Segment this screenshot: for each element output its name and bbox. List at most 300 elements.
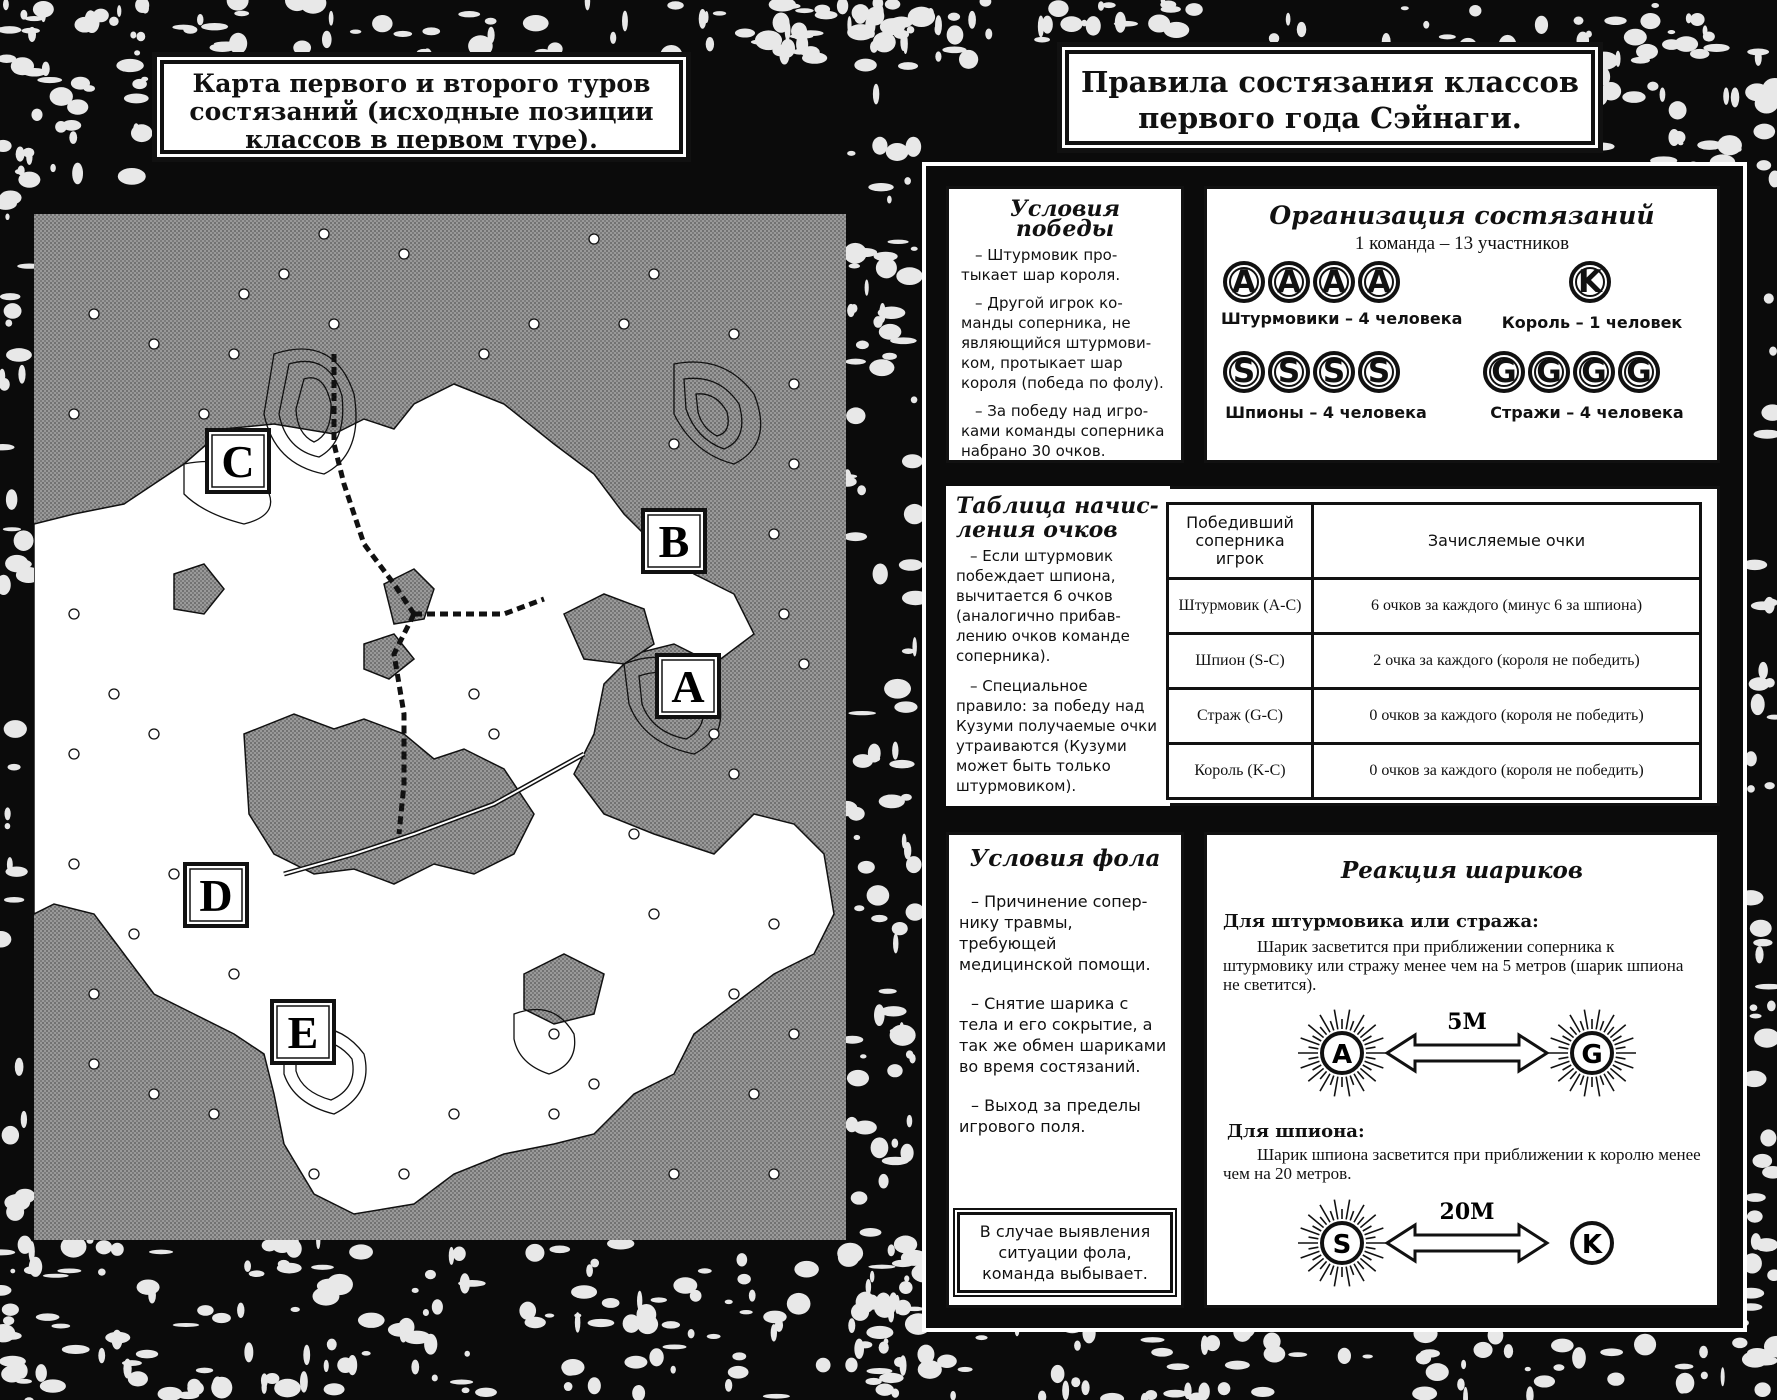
- splatter-spot: [98, 1348, 105, 1363]
- case2-distance: 20M: [1439, 1199, 1495, 1225]
- organization-box: [1204, 186, 1720, 463]
- glow-ray: [1308, 1215, 1323, 1228]
- glow-ray: [1308, 1025, 1323, 1038]
- splatter-spot: [879, 324, 902, 340]
- splatter-spot: [98, 1269, 106, 1276]
- splatter-spot: [124, 93, 149, 103]
- tree-marker: [69, 749, 79, 759]
- tree-marker: [89, 309, 99, 319]
- splatter-spot: [201, 23, 228, 30]
- splatter-spot: [873, 84, 879, 105]
- splatter-spot: [93, 9, 109, 23]
- splatter-spot: [6, 348, 32, 362]
- splatter-spot: [4, 807, 10, 820]
- splatter-spot: [649, 1348, 663, 1366]
- splatter-spot: [1048, 0, 1068, 17]
- splatter-spot: [1732, 1338, 1747, 1349]
- splatter-spot: [423, 1309, 429, 1316]
- splatter-spot: [3, 1316, 14, 1325]
- splatter-spot: [2, 1126, 19, 1145]
- splatter-spot: [868, 1265, 895, 1269]
- splatter-spot: [291, 1307, 300, 1312]
- splatter-spot: [72, 163, 83, 185]
- splatter-spot: [902, 454, 923, 468]
- splatter-spot: [548, 42, 563, 55]
- map-title-line: классов в первом туре).: [245, 125, 598, 154]
- splatter-spot: [673, 1277, 697, 1294]
- splatter-spot: [670, 1366, 675, 1374]
- rules-title: [1065, 50, 1595, 145]
- tree-marker: [729, 329, 739, 339]
- splatter-spot: [892, 922, 908, 935]
- splatter-spot: [854, 835, 861, 840]
- glow-ray: [1610, 1068, 1625, 1081]
- splatter-spot: [172, 25, 194, 30]
- spy-token: S: [1268, 351, 1310, 393]
- splatter-spot: [662, 1344, 686, 1349]
- splatter-spot: [947, 25, 964, 44]
- splatter-spot: [667, 1, 683, 9]
- tree-marker: [789, 459, 799, 469]
- glow-ray: [1330, 1021, 1333, 1030]
- splatter-spot: [6, 497, 16, 504]
- splatter-spot: [1697, 140, 1722, 150]
- splatter-spot: [5, 319, 12, 326]
- table-cell-points: 2 очка за каждого (короля не победить): [1313, 634, 1701, 689]
- glow-ray: [1558, 1068, 1573, 1081]
- splatter-spot: [858, 861, 875, 874]
- foul-item: – Снятие шарика с тела и его сокрытие, а так же обмен шариками во время состязаний.: [959, 994, 1167, 1076]
- splatter-spot: [5, 555, 28, 573]
- scoring-header: [956, 494, 1160, 542]
- reaction-header: Реакция шариков: [1341, 857, 1583, 884]
- glow-ray: [1563, 1036, 1572, 1041]
- glow-ray: [1357, 1217, 1363, 1225]
- splatter-spot: [1553, 1364, 1564, 1371]
- start-position-label: A: [671, 661, 705, 712]
- splatter-spot: [458, 11, 480, 17]
- splatter-spot: [561, 1359, 584, 1375]
- glow-ray: [1600, 1021, 1603, 1030]
- splatter-spot: [4, 1194, 30, 1211]
- splatter-spot: [911, 247, 918, 251]
- ball-reaction-box: [1204, 832, 1720, 1308]
- glow-ray: [1360, 1025, 1375, 1038]
- glow-ray: [1600, 1076, 1603, 1085]
- glow-ray: [1596, 1077, 1599, 1097]
- splatter-spot: [43, 1274, 69, 1278]
- splatter-spot: [636, 1304, 656, 1325]
- splatter-spot: [15, 169, 24, 174]
- splatter-spot: [35, 1364, 46, 1382]
- rules-title-line: Правила состязания классов: [1080, 65, 1580, 99]
- splatter-spot: [888, 1244, 895, 1256]
- splatter-spot: [845, 359, 866, 365]
- splatter-spot: [324, 1383, 345, 1395]
- splatter-spot: [1723, 88, 1729, 105]
- splatter-spot: [1086, 16, 1101, 36]
- splatter-spot: [1426, 1363, 1449, 1381]
- tree-marker: [549, 1109, 559, 1119]
- foul-item: – Выход за пределы игрового поля.: [959, 1096, 1141, 1136]
- glow-ray: [1330, 1076, 1333, 1085]
- splatter-spot: [1338, 1348, 1351, 1364]
- splatter-spot: [422, 27, 440, 35]
- splatter-spot: [908, 7, 935, 27]
- splatter-spot: [16, 1363, 25, 1369]
- splatter-spot: [1668, 129, 1679, 146]
- guard-token: G: [1618, 351, 1660, 393]
- tree-marker: [129, 929, 139, 939]
- splatter-spot: [262, 1381, 267, 1394]
- splatter-spot: [1060, 16, 1082, 32]
- splatter-spot: [1469, 5, 1481, 17]
- tree-marker: [199, 409, 209, 419]
- splatter-spot: [1098, 1, 1104, 10]
- splatter-spot: [1382, 33, 1391, 50]
- splatter-spot: [1731, 87, 1740, 107]
- splatter-spot: [848, 1318, 855, 1333]
- splatter-spot: [37, 77, 62, 83]
- tree-marker: [769, 919, 779, 929]
- splatter-spot: [50, 164, 56, 172]
- splatter-spot: [237, 1303, 244, 1318]
- splatter-spot: [277, 1263, 302, 1274]
- splatter-spot: [906, 1050, 913, 1058]
- splatter-spot: [1690, 13, 1705, 26]
- splatter-spot: [1163, 1390, 1187, 1398]
- tree-marker: [69, 859, 79, 869]
- splatter-spot: [1114, 21, 1138, 27]
- tree-marker: [149, 339, 159, 349]
- splatter-spot: [11, 57, 34, 75]
- splatter-spot: [899, 1022, 904, 1038]
- splatter-spot: [487, 27, 494, 44]
- king-token: K: [1569, 261, 1611, 303]
- tree-marker: [229, 349, 239, 359]
- splatter-spot: [869, 21, 874, 35]
- case2-title: Для шпиона:: [1227, 1121, 1365, 1142]
- splatter-spot: [149, 1250, 173, 1255]
- glow-ray: [1613, 1036, 1622, 1041]
- splatter-spot: [838, 1248, 860, 1267]
- splatter-spot: [8, 764, 21, 771]
- splatter-spot: [5, 214, 9, 221]
- splatter-spot: [900, 33, 906, 51]
- splatter-spot: [350, 29, 362, 33]
- splatter-spot: [173, 1323, 199, 1327]
- splatter-spot: [1615, 51, 1620, 67]
- splatter-spot: [870, 1271, 874, 1283]
- splatter-spot: [50, 87, 73, 106]
- tree-marker: [629, 829, 639, 839]
- splatter-spot: [869, 359, 894, 376]
- glow-ray: [1570, 1071, 1576, 1079]
- splatter-spot: [229, 33, 247, 54]
- tree-marker: [669, 1169, 679, 1179]
- glow-ray: [1320, 1071, 1326, 1079]
- glow-ray: [1313, 1036, 1322, 1041]
- splatter-spot: [918, 1360, 942, 1379]
- splatter-spot: [1756, 1349, 1773, 1362]
- splatter-spot: [866, 1326, 893, 1339]
- splatter-spot: [519, 1302, 536, 1320]
- splatter-spot: [857, 485, 866, 495]
- splatter-spot: [871, 915, 887, 922]
- splatter-spot: [1081, 1380, 1089, 1395]
- splatter-spot: [116, 59, 143, 72]
- glow-ray: [1357, 1071, 1363, 1079]
- glow-ray: [1346, 1010, 1349, 1030]
- splatter-spot: [1753, 939, 1772, 947]
- splatter-spot: [985, 29, 992, 40]
- splatter-spot: [1747, 1210, 1763, 1222]
- glow-ray: [1363, 1065, 1372, 1070]
- attacker-token: A: [1223, 261, 1265, 303]
- tree-marker: [169, 869, 179, 879]
- splatter-spot: [1167, 1363, 1190, 1370]
- glow-ray: [1607, 1071, 1613, 1079]
- glow-ray: [1309, 1057, 1319, 1059]
- glow-ray: [1350, 1076, 1353, 1085]
- splatter-spot: [725, 1379, 732, 1392]
- splatter-spot: [873, 563, 888, 584]
- splatter-spot: [1703, 44, 1729, 52]
- splatter-spot: [882, 353, 897, 360]
- splatter-spot: [872, 137, 887, 155]
- splatter-spot: [879, 794, 905, 808]
- splatter-spot: [123, 1359, 131, 1379]
- splatter-spot: [4, 720, 27, 738]
- tree-marker: [669, 439, 679, 449]
- splatter-spot: [358, 1313, 385, 1328]
- glow-ray: [1584, 1077, 1587, 1097]
- start-position-label: D: [199, 870, 233, 921]
- map-title-line: Карта первого и второго туров: [192, 69, 651, 98]
- map-title-line: состязаний (исходные позиции: [189, 97, 654, 126]
- splatter-spot: [525, 1244, 544, 1262]
- tree-marker: [589, 234, 599, 244]
- tree-marker: [769, 1169, 779, 1179]
- splatter-spot: [959, 50, 978, 69]
- splatter-spot: [1218, 1382, 1231, 1395]
- glow-ray: [1580, 1021, 1583, 1030]
- splatter-spot: [610, 32, 616, 44]
- splatter-spot: [332, 1278, 352, 1291]
- splatter-spot: [887, 1064, 902, 1077]
- guard-token: G: [1573, 351, 1615, 393]
- splatter-spot: [1416, 1352, 1431, 1364]
- splatter-spot: [912, 637, 916, 656]
- splatter-spot: [1751, 1233, 1761, 1250]
- splatter-spot: [197, 14, 203, 25]
- splatter-spot: [1675, 1364, 1694, 1370]
- splatter-spot: [3, 1332, 21, 1340]
- tree-marker: [789, 1029, 799, 1039]
- splatter-spot: [622, 11, 628, 32]
- splatter-spot: [51, 1324, 70, 1329]
- splatter-spot: [881, 1006, 907, 1016]
- glow-ray: [1313, 1226, 1322, 1231]
- glow-ray: [1558, 1025, 1573, 1038]
- case2-right-letter: K: [1581, 1230, 1603, 1260]
- splatter-spot: [1576, 32, 1589, 49]
- king-token-group: [1569, 261, 1611, 303]
- splatter-spot: [854, 905, 864, 911]
- splatter-spot: [907, 1115, 913, 1127]
- splatter-spot: [624, 1356, 647, 1369]
- splatter-spot: [958, 1367, 973, 1372]
- splatter-spot: [698, 1268, 712, 1273]
- table-cell-player: Король (K-C): [1168, 744, 1313, 799]
- splatter-spot: [327, 1339, 337, 1351]
- splatter-spot: [475, 1388, 497, 1397]
- splatter-spot: [847, 151, 855, 156]
- splatter-spot: [866, 1279, 872, 1295]
- splatter-spot: [1264, 1345, 1286, 1362]
- splatter-spot: [1185, 3, 1202, 16]
- splatter-spot: [794, 1261, 818, 1278]
- table-row: [1168, 579, 1701, 634]
- table-cell-points: 0 очков за каждого (короля не победить): [1313, 744, 1701, 799]
- splatter-spot: [1288, 1352, 1307, 1357]
- tree-marker: [789, 379, 799, 389]
- victory-header: Условия победы: [1010, 196, 1120, 242]
- glow-ray: [1363, 1226, 1372, 1231]
- splatter-spot: [1769, 347, 1777, 356]
- splatter-spot: [848, 711, 876, 715]
- splatter-spot: [196, 1368, 213, 1374]
- splatter-spot: [1401, 6, 1409, 10]
- splatter-spot: [1148, 14, 1170, 32]
- glow-ray: [1360, 1258, 1375, 1271]
- splatter-spot: [602, 1298, 620, 1308]
- splatter-spot: [904, 1275, 909, 1281]
- tree-marker: [769, 529, 779, 539]
- splatter-spot: [1201, 1335, 1209, 1355]
- splatter-spot: [590, 1259, 599, 1268]
- splatter-spot: [846, 407, 865, 424]
- splatter-spot: [846, 1117, 858, 1132]
- table-cell-player: Шпион (S-C): [1168, 634, 1313, 689]
- table-cell-player: Штурмовик (A-C): [1168, 579, 1313, 634]
- tree-marker: [109, 689, 119, 699]
- splatter-spot: [136, 1350, 158, 1359]
- splatter-spot: [1764, 293, 1774, 303]
- splatter-spot: [464, 1351, 470, 1357]
- splatter-spot: [57, 1268, 81, 1273]
- splatter-spot: [1701, 1372, 1708, 1380]
- glow-ray: [1596, 1010, 1599, 1030]
- splatter-spot: [749, 1290, 756, 1302]
- rules-title-line: первого года Сэйнаги.: [1138, 101, 1522, 135]
- splatter-spot: [362, 1351, 371, 1356]
- splatter-spot: [1151, 1348, 1173, 1357]
- case1-diagram: [1287, 995, 1647, 1105]
- start-position-label: E: [287, 1007, 319, 1058]
- splatter-spot: [1668, 30, 1676, 34]
- splatter-spot: [1703, 32, 1715, 42]
- case2-diagram: [1287, 1185, 1647, 1295]
- splatter-spot: [62, 1345, 90, 1354]
- splatter-spot: [779, 3, 801, 9]
- case1-text: Шарик засветится при приближении соперника к штурмовику или стражу менее чем на 5 метров (шарик шпиона не светится).: [1223, 937, 1684, 994]
- table-cell-points: 6 очков за каждого (минус 6 за шпиона): [1313, 579, 1701, 634]
- splatter-spot: [1038, 16, 1044, 38]
- glow-ray: [1308, 1068, 1323, 1081]
- guard-label: Стражи – 4 человека: [1490, 403, 1684, 422]
- victory-item: – Штурмовик про-тыкает шар короля.: [961, 246, 1121, 284]
- splatter-spot: [2, 1303, 19, 1315]
- splatter-spot: [137, 1279, 160, 1294]
- splatter-spot: [1640, 13, 1660, 29]
- splatter-spot: [26, 149, 32, 164]
- guard-tokens: [1483, 351, 1660, 393]
- guard-token: G: [1528, 351, 1570, 393]
- splatter-spot: [1225, 1361, 1250, 1370]
- splatter-spot: [911, 396, 918, 403]
- splatter-spot: [96, 1240, 112, 1254]
- spy-token: S: [1223, 351, 1265, 393]
- splatter-spot: [36, 1313, 60, 1320]
- splatter-spot: [851, 304, 858, 313]
- scoring-header-line: ления очков: [956, 517, 1118, 543]
- glow-ray: [1309, 1047, 1319, 1049]
- splatter-spot: [25, 16, 44, 21]
- splatter-spot: [1651, 3, 1659, 8]
- splatter-spot: [1745, 1193, 1766, 1202]
- splatter-spot: [244, 1260, 251, 1272]
- case1-left-letter: A: [1331, 1040, 1353, 1070]
- splatter-spot: [425, 1270, 436, 1279]
- splatter-spot: [1161, 6, 1181, 13]
- splatter-spot: [851, 1303, 869, 1321]
- table-cell-player: Страж (G-C): [1168, 689, 1313, 744]
- glow-ray: [1616, 1057, 1626, 1059]
- splatter-spot: [15, 1058, 24, 1076]
- glow-ray: [1346, 1267, 1349, 1287]
- splatter-spot: [1551, 1339, 1574, 1353]
- splatter-spot: [662, 1321, 680, 1328]
- case1-right-letter: G: [1581, 1040, 1603, 1070]
- splatter-spot: [1767, 1001, 1776, 1012]
- splatter-spot: [523, 15, 549, 31]
- spy-tokens: [1223, 351, 1400, 393]
- scoring-text: [946, 486, 1170, 806]
- splatter-spot: [41, 8, 46, 22]
- glow-ray: [1607, 1027, 1613, 1035]
- tree-marker: [729, 989, 739, 999]
- splatter-spot: [868, 183, 893, 191]
- scoring-table: [1166, 502, 1702, 800]
- splatter-spot: [713, 11, 726, 16]
- splatter-spot: [763, 1394, 790, 1399]
- glow-ray: [1559, 1057, 1569, 1059]
- start-position-label: B: [658, 516, 690, 567]
- splatter-spot: [886, 143, 909, 161]
- glow-ray: [1330, 1266, 1333, 1275]
- splatter-spot: [84, 85, 95, 92]
- splatter-spot: [545, 1313, 555, 1317]
- splatter-spot: [728, 1366, 749, 1379]
- splatter-spot: [187, 1379, 201, 1393]
- case2-left-letter: S: [1332, 1230, 1352, 1260]
- splatter-spot: [868, 744, 881, 763]
- splatter-spot: [735, 28, 755, 37]
- splatter-spot: [130, 31, 136, 38]
- splatter-spot: [1051, 1365, 1065, 1383]
- glow-ray: [1350, 1211, 1353, 1220]
